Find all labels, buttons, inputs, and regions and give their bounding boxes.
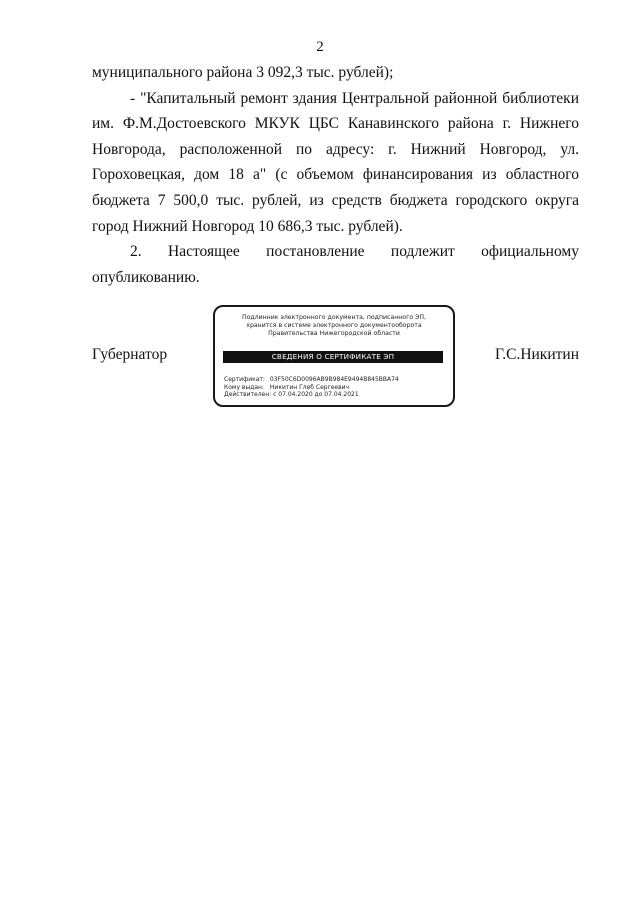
certificate-row	[224, 376, 447, 384]
signatory-title: Губернатор	[92, 346, 168, 363]
electronic-signature-stamp	[213, 305, 455, 407]
stamp-header-line: Правительства Нижегородской области	[268, 330, 400, 337]
issued-to-row	[224, 384, 447, 392]
certificate-value: 03F50C6D0096AB9B984E9494B845BBA74	[269, 376, 399, 383]
stamp-header-line: Подлинник электронного документа, подписанного ЭП,	[241, 314, 427, 321]
paragraph-continuation: муниципального района 3 092,3 тыс. рублей);	[92, 64, 394, 81]
certificate-info-bar: СВЕДЕНИЯ О СЕРТИФИКАТЕ ЭП	[223, 351, 443, 363]
stamp-header-line: хранится в системе электронного документооборота	[246, 322, 422, 329]
issued-to-key: Кому выдан:	[224, 383, 264, 391]
validity-row	[224, 391, 447, 399]
certificate-key: Сертификат:	[224, 376, 265, 383]
page-number: 2	[316, 39, 324, 55]
validity-key: Действителен:	[224, 391, 272, 399]
signature-block	[92, 303, 579, 413]
validity-value: с 07.04.2020 до 07.04.2021	[273, 391, 359, 399]
paragraph-library-repair: - "Капитальный ремонт здания Центральной районной библиотеки им. Ф.М.Достоевского МКУК ЦБС Канавинского района г. Нижнего Новгорода, расположенной по адресу: г. Нижний Новгород, ул. Гороховецкая, дом 18 а" (с объемом финансирования из областного бюджета 7 500,0 тыс. рублей, из средств бюджета городского округа город Нижний Новгород 10 686,3 тыс. рублей).	[92, 89, 579, 235]
certificate-details	[224, 376, 447, 399]
stamp-header	[221, 314, 447, 338]
paragraph-publication: 2. Настоящее постановление подлежит официальному опубликованию.	[92, 243, 579, 286]
issued-to-value: Никитин Глеб Сергеевич	[269, 383, 350, 391]
signatory-name: Г.С.Никитин	[495, 346, 579, 363]
document-body	[92, 60, 579, 290]
